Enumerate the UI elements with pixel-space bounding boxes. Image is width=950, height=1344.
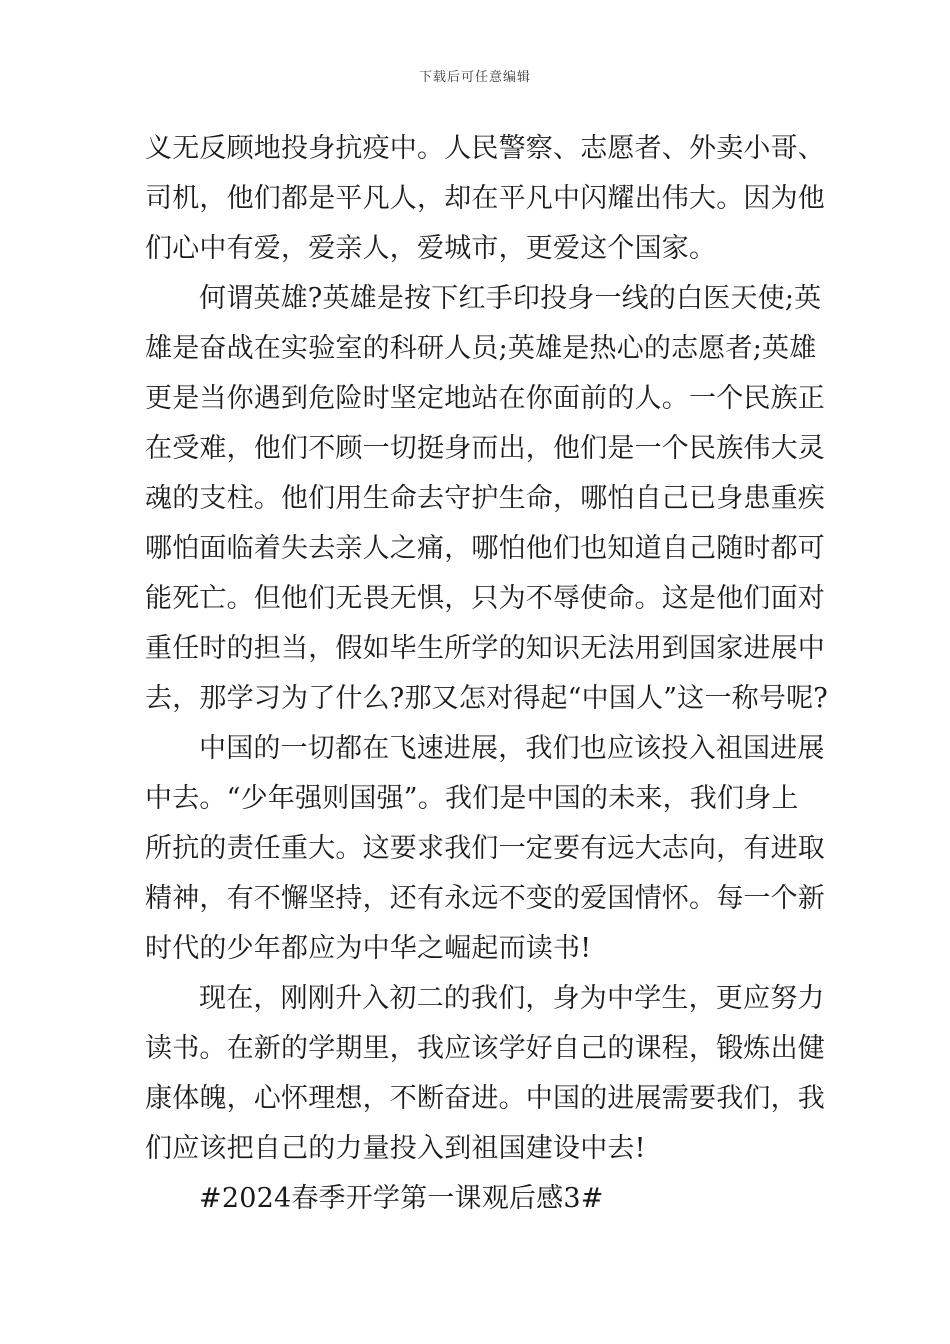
text-line: 哪怕面临着失去亲人之痛，哪怕他们也知道自己随时都可 <box>145 533 825 564</box>
text-line: 所抗的责任重大。这要求我们一定要有远大志向，有进取 <box>145 833 825 864</box>
text-line: 们应该把自己的力量投入到祖国建设中去! <box>145 1133 646 1164</box>
text-line: 更是当你遇到危险时坚定地站在你面前的人。一个民族正 <box>145 383 825 414</box>
text-line: 雄是奋战在实验室的科研人员;英雄是热心的志愿者;英雄 <box>145 333 817 364</box>
paragraph <box>145 724 825 974</box>
text-line: 们心中有爱，爱亲人，爱城市，更爱这个国家。 <box>145 233 717 264</box>
text-line: 重任时的担当，假如毕生所学的知识无法用到国家进展中 <box>145 633 825 664</box>
text-line: 中去。“少年强则国强”。我们是中国的未来，我们身上 <box>145 783 799 814</box>
text-line: 精神，有不懈坚持，还有永远不变的爱国情怀。每一个新 <box>145 883 825 914</box>
text-line: 何谓英雄?英雄是按下红手印投身一线的白医天使;英 <box>199 283 822 314</box>
text-line: 在受难，他们不顾一切挺身而出，他们是一个民族伟大灵 <box>145 433 825 464</box>
section-heading-text: #2024春季开学第一课观后感3# <box>199 1183 604 1214</box>
header-note: 下载后可任意编辑 <box>418 70 531 85</box>
paragraph <box>145 124 825 274</box>
body-text <box>145 124 828 1224</box>
text-line: 康体魄，心怀理想，不断奋进。中国的进展需要我们，我 <box>145 1083 825 1114</box>
section-heading <box>145 1174 810 1224</box>
text-line: 中国的一切都在飞速进展，我们也应该投入祖国进展 <box>199 733 825 764</box>
paragraph <box>145 274 828 724</box>
text-line: 时代的少年都应为中华之崛起而读书! <box>145 933 592 964</box>
text-line: 能死亡。但他们无畏无惧，只为不辱使命。这是他们面对 <box>145 583 825 614</box>
paragraph <box>145 974 825 1174</box>
text-line: 现在，刚刚升入初二的我们，身为中学生，更应努力 <box>199 983 825 1014</box>
text-line: 魂的支柱。他们用生命去守护生命，哪怕自己已身患重疾 <box>145 483 825 514</box>
text-line: 司机，他们都是平凡人，却在平凡中闪耀出伟大。因为他 <box>145 183 825 214</box>
text-line: 读书。在新的学期里，我应该学好自己的课程，锻炼出健 <box>145 1033 825 1064</box>
text-line: 义无反顾地投身抗疫中。人民警察、志愿者、外卖小哥、 <box>145 133 825 164</box>
text-line: 去，那学习为了什么?那又怎对得起“中国人”这一称号呢? <box>145 683 828 714</box>
